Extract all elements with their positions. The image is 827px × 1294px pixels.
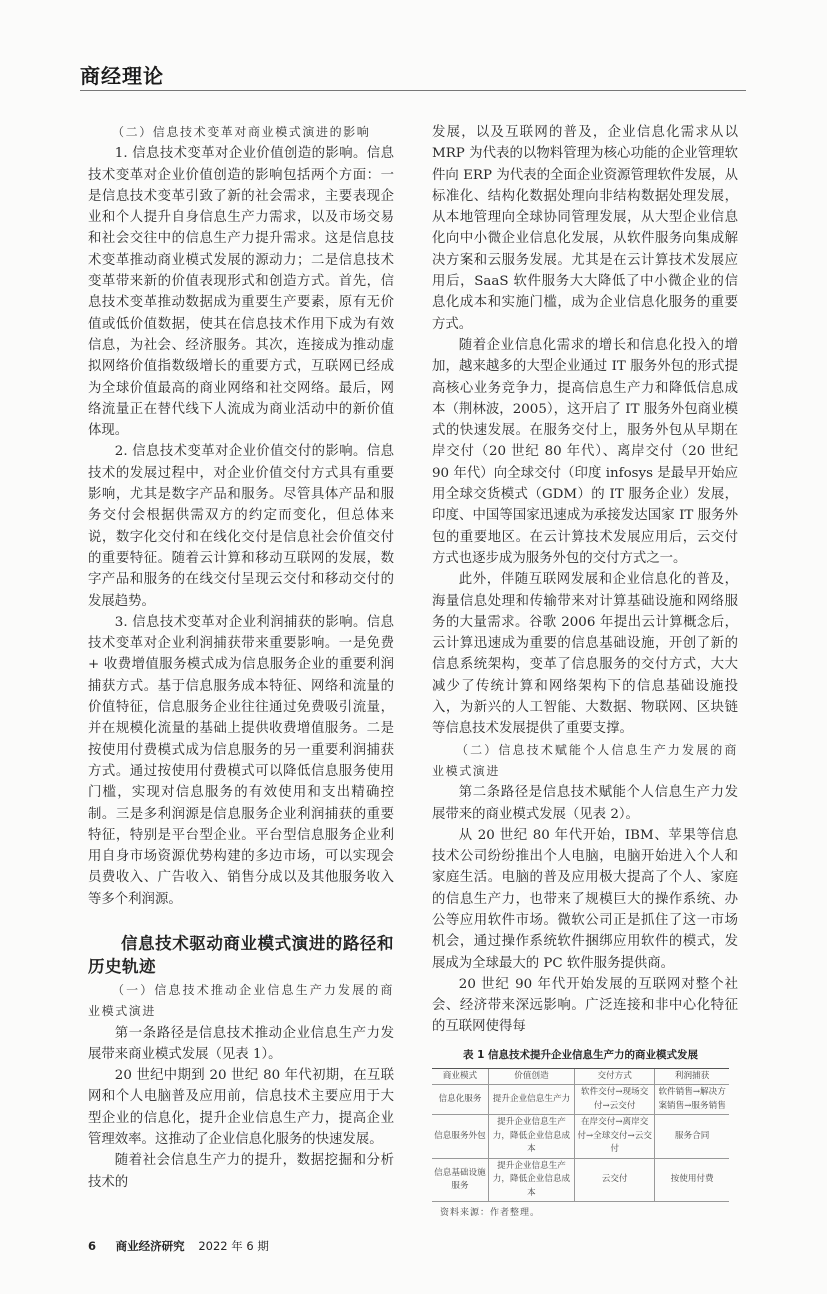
section-header-title: 商经理论 (80, 64, 164, 88)
paragraph: 20 世纪 90 年代开始发展的互联网对整个社会、经济带来深远影响。广泛连接和非中心化特征的互联网使得每 (432, 976, 738, 1035)
business-model-table (432, 1068, 729, 1203)
table-source-note: 资料来源：作者整理。 (440, 1208, 541, 1219)
journal-name: 商业经济研究 (115, 1239, 185, 1254)
paragraph: 2. 信息技术变革对企业价值交付的影响。信息技术的发展过程中，对企业价值交付方式具有重要影响，尤其是数字产品和服务。尽管具体产品和服务交付会根据供需双方的约定而变化，但总体来说，数字化交付和在线化交付是信息社会价值交付的重要特征。随着云计算和移动互联网的发展，数字产品和服务的在线交付呈现云交付和移动交付的发展趋势。 (88, 444, 394, 609)
table-cell: 在岸交付→离岸交付→全球交付→云交付 (575, 1115, 655, 1159)
table-cell: 信息化服务 (432, 1085, 488, 1115)
header-divider (80, 90, 746, 91)
table-cell: 提升企业信息生产力 (488, 1085, 574, 1115)
table-cell: 云交付 (575, 1158, 655, 1202)
table-row (432, 1158, 729, 1202)
paragraph: 1. 信息技术变革对企业价值创造的影响。信息技术变革对企业价值创造的影响包括两个方面：一是信息技术变革引致了新的社会需求，主要表现企业和个人提升自身信息生产力需求，以及市场交易和社会交往中的信息生产力提升需求。这是信息技术变革推动商业模式发展的源动力；二是信息技术变革带来新的价值表现形式和创造方式。首先，信息技术变革推动数据成为重要生产要素，原有无价值或低价值数据，使其在信息技术作用下成为有效信息，为社会、经济服务。其次，连接成为推动虚拟网络价值指数级增长的重要方式，互联网已经成为全球价值最高的商业网络和社交网络。最后，网络流量正在替代线下人流成为商业活动中的新价值体现。 (88, 146, 394, 439)
table-1 (432, 1048, 729, 1221)
table-cell: 按使用付费 (655, 1158, 729, 1202)
column-header: 交付方式 (575, 1068, 655, 1085)
table-cell: 提升企业信息生产力，降低企业信息成本 (488, 1158, 574, 1202)
paragraph: 20 世纪中期到 20 世纪 80 年代初期，在互联网和个人电脑普及应用前，信息技术主要应用于大型企业的信息化，提升企业信息生产力，提高企业管理效率。这推动了企业信息化服务的快速发展。 (88, 1068, 394, 1148)
right-column (432, 122, 738, 1220)
paragraph: 此外，伴随互联网发展和企业信息化的普及，海量信息处理和传输带来对计算基础设施和网络服务的大量需求。谷歌 2006 年提出云计算概念后，云计算迅速成为重要的信息基础设施，开创了新的信息系统架构，变革了信息服务的交付方式，大大减少了传统计算和网络架构下的信息基础设施投入，为新兴的人工智能、大数据、物联网、区块链等信息技术发展提供了重要支撑。 (432, 572, 738, 737)
paragraph: 随着企业信息化需求的增长和信息化投入的增加，越来越多的大型企业通过 IT 服务外包的形式提高核心业务竞争力，提高信息生产力和降低信息成本（荆林波，2005），这开启了 IT 服务外包商业模式的快速发展。在服务交付上，服务外包从早期在岸交付（20 世纪 80 年代）、离岸交付（20 世纪 90 年代）向全球交付（印度 infosys 是最早开始应用全球交货模式（GDM）的 IT 服务企业）发展，印度、中国等国家迅速成为承接发达国家 IT 服务外包的重要地区。在云计算技术发展应用后，云交付方式也逐步成为服务外包的交付方式之一。 (432, 337, 738, 566)
left-column (88, 122, 394, 1220)
table-row (432, 1085, 729, 1115)
paragraph: 第一条路径是信息技术推动企业信息生产力发展带来商业模式发展（见表 1）。 (88, 1025, 394, 1062)
issue-label: 2022 年 6 期 (198, 1239, 269, 1254)
section-heading: 信息技术驱动商业模式演进的路径和历史轨迹 (88, 933, 394, 976)
subheading: （一）信息技术推动企业信息生产力发展的商业模式演进 (88, 982, 394, 1019)
paragraph: 第二条路径是信息技术赋能个人信息生产力发展带来的商业模式发展（见表 2）。 (432, 785, 738, 822)
table-row (432, 1115, 729, 1159)
table-cell: 信息基础设施服务 (432, 1158, 488, 1202)
table-cell: 软件销售→解决方案销售→服务销售 (655, 1085, 729, 1115)
subheading: （二）信息技术赋能个人信息生产力发展的商业模式演进 (432, 742, 738, 778)
table-title: 表 1 信息技术提升企业信息生产力的商业模式发展 (462, 1048, 699, 1061)
paragraph: 发展，以及互联网的普及，企业信息化需求从以 MRP 为代表的以物料管理为核心功能的企业管理软件向 ERP 为代表的全面企业资源管理软件发展，从标准化、结构化数据处理向非结构数据处理发展，从本地管理向全球协同管理发展，从大型企业信息化向中小微企业信息化发展，从软件服务向集成解决方案和云服务发展。尤其是在云计算技术发展应用后，SaaS 软件服务大大降低了中小微企业的信息化成本和实施门槛，成为企业信息化服务的重要方式。 (432, 125, 738, 332)
columns (80, 122, 738, 1220)
paragraph: 随着社会信息生产力的提升，数据挖掘和分析技术的 (88, 1153, 394, 1190)
table-cell: 软件交付→现场交付→云交付 (575, 1085, 655, 1115)
paragraph: 从 20 世纪 80 年代开始，IBM、苹果等信息技术公司纷纷推出个人电脑，电脑开始进入个人和家庭生活。电脑的普及应用极大提高了个人、家庭的信息生产力，也带来了规模巨大的操作系统、办公等应用软件市场。微软公司正是抓住了这一市场机会，通过操作系统软件捆绑应用软件的模式，发展成为全球最大的 PC 软件服务提供商。 (432, 827, 738, 971)
column-header: 利润捕获 (655, 1068, 729, 1085)
page-number: 6 (88, 1239, 97, 1254)
column-header: 价值创造 (488, 1068, 574, 1085)
table-cell: 信息服务外包 (432, 1115, 488, 1159)
column-header: 商业模式 (432, 1068, 488, 1085)
table-cell: 提升企业信息生产力，降低企业信息成本 (488, 1115, 574, 1159)
paragraph: 3. 信息技术变革对企业利润捕获的影响。信息技术变革对企业利润捕获带来重要影响。一是免费 + 收费增值服务模式成为信息服务企业的重要利润捕获方式。基于信息服务成本特征、网络和流量的价值特征，信息服务企业往往通过免费吸引流量，并在规模化流量的基础上提供收费增值服务。二是按使用付费模式成为信息服务的另一重要利润捕获方式。通过按使用付费模式可以降低信息服务使用门槛，实现对信息服务的有效使用和支出精确控制。三是多利润源是信息服务企业利润捕获的重要特征，特别是平台型企业。平台型信息服务企业利用自身市场资源优势构建的多边市场，可以实现会员费收入、广告收入、销售分成以及其他服务收入等多个利润源。 (88, 614, 394, 907)
subheading: （二）信息技术变革对商业模式演进的影响 (112, 125, 371, 139)
table-cell: 服务合同 (655, 1115, 729, 1159)
page-footer (80, 1238, 746, 1254)
